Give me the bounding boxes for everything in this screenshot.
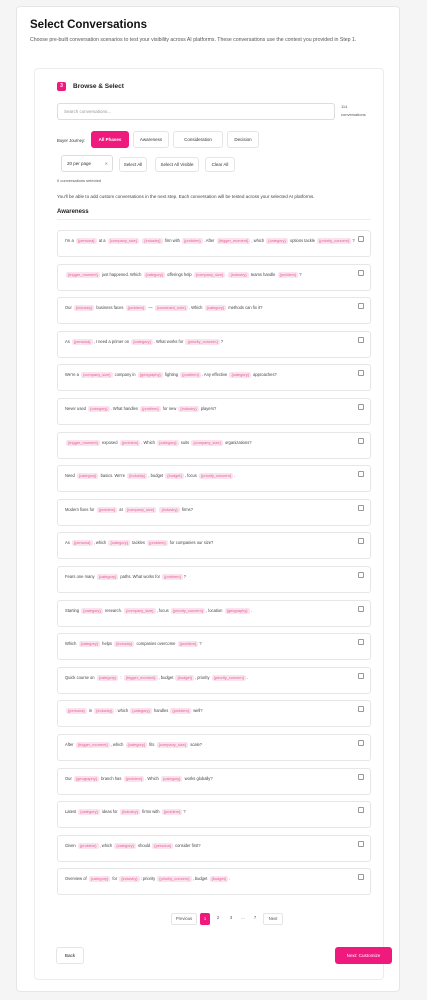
conversation-text-segment: in	[87, 708, 94, 714]
conversation-count: 114 conversations	[341, 104, 366, 117]
conversation-checkbox[interactable]	[358, 740, 364, 746]
placeholder-tag: {problem}	[172, 708, 190, 714]
placeholder-tag: {problem}	[98, 506, 116, 512]
conversation-text	[65, 472, 355, 480]
conversation-text	[65, 506, 355, 514]
conversation-text-segment: teams handle	[249, 271, 277, 277]
placeholder-tag: {industry}	[116, 641, 133, 647]
placeholder-tag: {geography}	[75, 775, 97, 781]
conversation-text-segment: . After	[203, 238, 216, 243]
conversation-text-segment: Starting	[65, 607, 81, 613]
conversation-text-segment: consider first?	[173, 842, 201, 848]
placeholder-tag: {category}	[231, 372, 249, 378]
placeholder-tag: {category}	[206, 305, 225, 311]
conversation-checkbox[interactable]	[358, 337, 364, 343]
conversation-row[interactable]	[57, 432, 371, 459]
placeholder-tag: {problem}	[182, 372, 199, 378]
conversation-text-segment: fits	[148, 742, 156, 747]
conversation-row[interactable]	[57, 465, 371, 492]
placeholder-tag: {category}	[145, 271, 164, 277]
conversation-text-segment: Never used	[65, 406, 88, 411]
conversation-text-segment: works globally?	[183, 775, 213, 781]
chevron-down-icon: ✕	[104, 161, 108, 166]
conversation-text-segment: Our	[65, 305, 73, 311]
placeholder-tag: {priority_concern}	[201, 473, 232, 479]
conversation-text-segment: firms with	[141, 809, 161, 815]
placeholder-tag: {industry}	[161, 506, 178, 512]
placeholder-tag: {trigger_moment}	[68, 439, 98, 445]
conversation-text-segment: : priority	[140, 876, 157, 882]
conversation-text-segment: tackles	[131, 540, 147, 546]
placeholder-tag: {constraint_note}	[156, 305, 186, 311]
conversation-text-segment: , which	[93, 540, 108, 546]
conversation-row[interactable]	[57, 331, 371, 358]
conversation-text-segment: . Which	[188, 305, 204, 311]
conversation-text-segment: methods can fix it?	[227, 305, 263, 311]
conversation-checkbox[interactable]	[358, 572, 364, 578]
conversation-text-segment: for companies our size?	[168, 540, 214, 546]
conversation-text-segment: , which	[251, 238, 266, 243]
conversation-text-segment: companies overcome	[135, 641, 177, 647]
conversation-text-segment: exposed	[100, 439, 119, 445]
conversation-text-segment: As	[65, 540, 71, 546]
conversation-text-segment: , which	[99, 842, 114, 848]
placeholder-tag: {category}	[132, 708, 150, 714]
main-panel	[16, 6, 400, 992]
conversation-row[interactable]	[57, 768, 371, 795]
placeholder-tag: {category}	[127, 742, 146, 747]
filter-consideration[interactable]: Consideration	[173, 131, 223, 148]
conversation-text-segment: should	[136, 842, 152, 848]
placeholder-tag: {budget}	[177, 674, 192, 680]
conversation-row[interactable]	[57, 633, 371, 660]
conversation-row[interactable]	[57, 801, 371, 828]
placeholder-tag: {category}	[268, 238, 286, 243]
conversation-row[interactable]	[57, 734, 371, 761]
conversation-row[interactable]	[57, 264, 371, 291]
clear-all-button[interactable]: Clear All	[205, 157, 235, 172]
placeholder-tag: {budget}	[211, 876, 226, 882]
back-button[interactable]: Back	[56, 947, 84, 964]
placeholder-tag: {geography}	[139, 372, 161, 378]
conversation-text-segment: scale?	[189, 742, 203, 747]
placeholder-tag: {industry}	[121, 809, 139, 815]
conversation-text-segment: approaches?	[251, 372, 277, 378]
filter-all-phases[interactable]: All Phases	[91, 131, 129, 148]
placeholder-tag: {industry}	[96, 708, 113, 714]
placeholder-tag: {industry}	[121, 876, 138, 882]
conversation-checkbox[interactable]	[358, 673, 364, 679]
conversation-text	[65, 371, 355, 379]
placeholder-tag: {problem}	[164, 574, 181, 579]
conversation-text-segment: . What handles	[110, 406, 140, 411]
placeholder-tag: {category}	[80, 809, 98, 815]
placeholder-tag: {problem}	[149, 540, 166, 546]
conversation-checkbox[interactable]	[358, 841, 364, 847]
placeholder-tag: {category}	[98, 674, 117, 680]
conversation-text-segment: Quick course on	[65, 674, 96, 680]
conversation-text-segment	[140, 238, 141, 243]
conversation-text-segment: Modern fixes for	[65, 506, 96, 512]
placeholder-tag: {category}	[110, 540, 129, 546]
search-input[interactable]: Search conversations...	[57, 103, 335, 120]
conversation-text	[65, 439, 355, 447]
conversation-text	[65, 875, 355, 883]
placeholder-tag: {company_size}	[158, 742, 187, 747]
placeholder-tag: {budget}	[167, 473, 182, 479]
conversation-text-segment: research.	[103, 607, 124, 613]
placeholder-tag: {category}	[116, 842, 134, 848]
placeholder-tag: {industry}	[144, 238, 161, 243]
conversation-text-segment: As	[65, 338, 71, 344]
pagination-page-1[interactable]: 1	[200, 913, 210, 925]
conversation-row[interactable]	[57, 600, 371, 627]
placeholder-tag: {category}	[162, 775, 181, 781]
placeholder-tag: {company_size}	[193, 439, 221, 445]
placeholder-tag: {problem}	[127, 305, 145, 311]
placeholder-tag: {trigger_moment}	[77, 742, 108, 747]
placeholder-tag: {persona}	[77, 238, 95, 243]
pagination-page-7[interactable]: 7	[253, 915, 257, 920]
conversation-text-segment	[226, 272, 227, 277]
conversation-checkbox[interactable]	[358, 236, 364, 242]
placeholder-tag: {trigger_moment}	[218, 238, 249, 243]
placeholder-tag: {geography}	[226, 607, 248, 613]
conversation-text-segment: options tackle	[288, 238, 317, 243]
conversation-text-segment: I'm a	[65, 238, 75, 243]
conversation-text-segment: , priority	[194, 674, 211, 680]
conversation-text-segment: Given	[65, 842, 77, 848]
conversation-text	[65, 842, 355, 850]
conversation-row[interactable]	[57, 364, 371, 391]
conversation-text-segment: After	[65, 742, 75, 747]
placeholder-tag: {industry}	[230, 271, 247, 277]
filter-awareness[interactable]: Awareness	[133, 131, 169, 148]
conversation-checkbox[interactable]	[358, 706, 364, 712]
placeholder-tag: {industry}	[75, 305, 93, 311]
placeholder-tag: {industry}	[180, 406, 197, 411]
conversation-text-segment: Fears one many	[65, 574, 96, 579]
conversation-checkbox[interactable]	[358, 807, 364, 813]
placeholder-tag: {trigger_moment}	[68, 271, 98, 277]
conversation-text-segment: handles	[152, 708, 170, 714]
conversation-text-segment: company in	[113, 372, 137, 378]
pagination-next[interactable]: Next	[263, 913, 283, 925]
placeholder-tag: {problem}	[179, 641, 197, 647]
conversation-text-segment: suits	[179, 439, 191, 445]
placeholder-tag: {problem}	[184, 238, 201, 243]
conversation-checkbox[interactable]	[358, 505, 364, 511]
conversation-text-segment: Our	[65, 775, 73, 781]
conversation-text	[65, 405, 355, 413]
conversation-text-segment: ideas for	[100, 809, 119, 815]
placeholder-tag: {priority_concern}	[319, 238, 350, 243]
placeholder-tag: {category}	[78, 473, 97, 479]
placeholder-tag: {problem}	[142, 406, 159, 411]
conversation-text-segment: .	[229, 876, 231, 882]
conversation-text-segment: .	[250, 607, 252, 613]
conversation-text-segment: , focus	[156, 607, 170, 613]
placeholder-tag: {problem}	[125, 775, 143, 781]
conversation-row[interactable]	[57, 835, 371, 862]
conversation-row[interactable]	[57, 566, 371, 593]
conversation-text-segment: , I need a primer on	[93, 338, 131, 344]
conversation-text	[65, 607, 355, 615]
conversation-checkbox[interactable]	[358, 606, 364, 612]
conversation-text	[65, 674, 355, 682]
conversation-text-segment: Latest	[65, 809, 78, 815]
conversation-text	[65, 808, 355, 816]
conversation-text-segment: players?	[199, 406, 217, 411]
placeholder-tag: {category}	[90, 406, 108, 411]
placeholder-tag: {company_size}	[109, 238, 138, 243]
conversation-text-segment: , budget	[148, 473, 165, 479]
placeholder-tag: {category}	[90, 876, 109, 882]
placeholder-tag: {priority_concern}	[187, 338, 218, 344]
browse-select-card	[34, 68, 384, 980]
placeholder-tag: {problem}	[163, 809, 181, 815]
conversation-text-segment: ?	[352, 238, 355, 243]
page-title: Select Conversations	[30, 19, 147, 31]
conversation-checkbox[interactable]	[358, 370, 364, 376]
filter-decision[interactable]: Decision	[227, 131, 259, 148]
placeholder-tag: {company_size}	[126, 607, 154, 613]
conversation-text	[65, 304, 355, 312]
placeholder-tag: {problem}	[121, 439, 139, 445]
select-all-button[interactable]: Select All	[119, 157, 147, 172]
conversation-text-segment: : which	[115, 708, 130, 714]
page-subtitle: Choose pre-built conversation scenarios to test your visibility across AI platforms. These conversations use the context you provided in Step 1.	[30, 37, 357, 43]
placeholder-tag: {persona}	[68, 708, 85, 714]
conversation-text-segment: fighting	[163, 372, 180, 378]
pagination-previous[interactable]: Previous	[171, 913, 197, 925]
conversation-text-segment: :	[119, 674, 123, 680]
conversation-text-segment: , which	[110, 742, 125, 747]
conversation-row[interactable]	[57, 532, 371, 559]
conversation-checkbox[interactable]	[358, 874, 364, 880]
conversation-text-segment: paths. What works for	[119, 574, 162, 579]
placeholder-tag: {category}	[98, 574, 117, 579]
conversation-text-segment	[157, 507, 158, 512]
conversation-text-segment: business faces	[95, 305, 125, 311]
conversation-row[interactable]	[57, 499, 371, 526]
conversation-text-segment: We're a	[65, 372, 81, 378]
per-page-value: 20 per page	[67, 161, 92, 166]
conversation-checkbox[interactable]	[358, 471, 364, 477]
card-title: Browse & Select	[73, 83, 124, 90]
conversation-row[interactable]	[57, 667, 371, 694]
conversation-checkbox[interactable]	[358, 303, 364, 309]
conversation-text-segment: Need	[65, 473, 76, 479]
conversation-text-segment: at	[118, 506, 124, 512]
placeholder-tag: {priority_concern}	[172, 607, 204, 613]
conversation-text-segment: Which	[65, 641, 78, 647]
conversation-text-segment: . Any effective	[201, 372, 229, 378]
placeholder-tag: {company_size}	[195, 271, 224, 277]
conversation-text	[65, 573, 355, 581]
next-customize-button[interactable]: Next: Customize	[335, 947, 392, 964]
placeholder-tag: {problem}	[279, 271, 297, 277]
info-text: You'll be able to add custom conversations in the next step. Each conversation will be tested across your selected AI platforms.	[57, 194, 315, 199]
conversation-text-segment: helps	[101, 641, 114, 647]
conversation-text	[65, 237, 355, 245]
conversation-row[interactable]	[57, 868, 371, 895]
placeholder-tag: {persona}	[73, 540, 91, 546]
placeholder-tag: {priority_concern}	[213, 674, 244, 680]
placeholder-tag: {company_size}	[83, 372, 111, 378]
conversation-text	[65, 640, 355, 648]
conversation-row[interactable]	[57, 398, 371, 425]
pagination-page-3[interactable]: 3	[229, 915, 233, 920]
conversation-text-segment: just happened. Which	[100, 271, 143, 277]
section-divider	[57, 219, 371, 220]
conversation-row[interactable]	[57, 700, 371, 727]
conversation-text-segment: . What works for	[153, 338, 185, 344]
placeholder-tag: {company_size}	[126, 506, 155, 512]
conversation-text-segment: . Which	[141, 439, 157, 445]
placeholder-tag: {priority_concern}	[159, 876, 190, 882]
conversation-text-segment: . Which	[145, 775, 160, 781]
placeholder-tag: {category}	[80, 641, 99, 647]
conversation-text	[65, 271, 355, 279]
conversation-text-segment: , budget	[192, 876, 209, 882]
conversation-checkbox[interactable]	[358, 404, 364, 410]
per-page-select[interactable]	[61, 155, 113, 172]
conversation-row[interactable]	[57, 297, 371, 324]
conversation-text-segment: .	[234, 473, 236, 479]
placeholder-tag: {category}	[159, 439, 177, 445]
conversation-text	[65, 741, 355, 749]
conversation-text-segment: ?	[299, 271, 302, 277]
conversation-text-segment: basics. We're	[99, 473, 127, 479]
placeholder-tag: {category}	[133, 338, 151, 344]
placeholder-tag: {persona}	[73, 338, 91, 344]
pagination-ellipsis: ...	[241, 915, 245, 920]
conversation-text-segment: —	[147, 305, 154, 311]
conversation-checkbox[interactable]	[358, 639, 364, 645]
placeholder-tag: {trigger_moment}	[125, 674, 156, 680]
pagination-page-2[interactable]: 2	[216, 915, 220, 920]
conversation-text-segment: branch has	[99, 775, 123, 781]
conversation-text-segment: offerings help	[166, 271, 193, 277]
conversation-checkbox[interactable]	[358, 438, 364, 444]
conversation-text	[65, 539, 355, 547]
conversation-text-segment: ?	[183, 574, 187, 579]
placeholder-tag: {category}	[83, 607, 101, 613]
conversation-row[interactable]	[57, 230, 371, 257]
conversation-text-segment: ?	[220, 338, 224, 344]
conversation-text-segment: firm with	[163, 238, 182, 243]
placeholder-tag: {persona}	[154, 842, 171, 848]
conversation-text-segment: .	[246, 674, 249, 680]
select-all-visible-button[interactable]: Select All Visible	[155, 157, 199, 172]
conversation-text-segment: organizations?	[223, 439, 252, 445]
selected-count: 0 conversations selected	[57, 178, 102, 183]
conversation-text-segment: for new	[161, 406, 178, 411]
conversation-text-segment: firms?	[180, 506, 193, 512]
conversation-checkbox[interactable]	[358, 270, 364, 276]
conversation-text	[65, 338, 355, 346]
conversation-text-segment: , focus	[184, 473, 198, 479]
conversation-text-segment: ?	[183, 809, 186, 815]
buyer-journey-label: Buyer Journey:	[57, 138, 86, 143]
section-title: Awareness	[57, 209, 89, 215]
placeholder-tag: {industry}	[129, 473, 146, 479]
placeholder-tag: {problem}	[79, 842, 97, 848]
step-badge: 3	[57, 82, 66, 91]
conversation-text-segment: , budget	[158, 674, 175, 680]
conversation-text-segment: at a	[97, 238, 107, 243]
conversation-text-segment: ?	[199, 641, 202, 647]
conversation-text-segment: well?	[192, 708, 203, 714]
conversation-checkbox[interactable]	[358, 538, 364, 544]
conversation-text-segment: Overview of	[65, 876, 88, 882]
conversation-text	[65, 707, 355, 715]
conversation-checkbox[interactable]	[358, 774, 364, 780]
conversation-text-segment: , location	[206, 607, 224, 613]
conversation-text-segment: for	[111, 876, 119, 882]
conversation-text	[65, 775, 355, 783]
